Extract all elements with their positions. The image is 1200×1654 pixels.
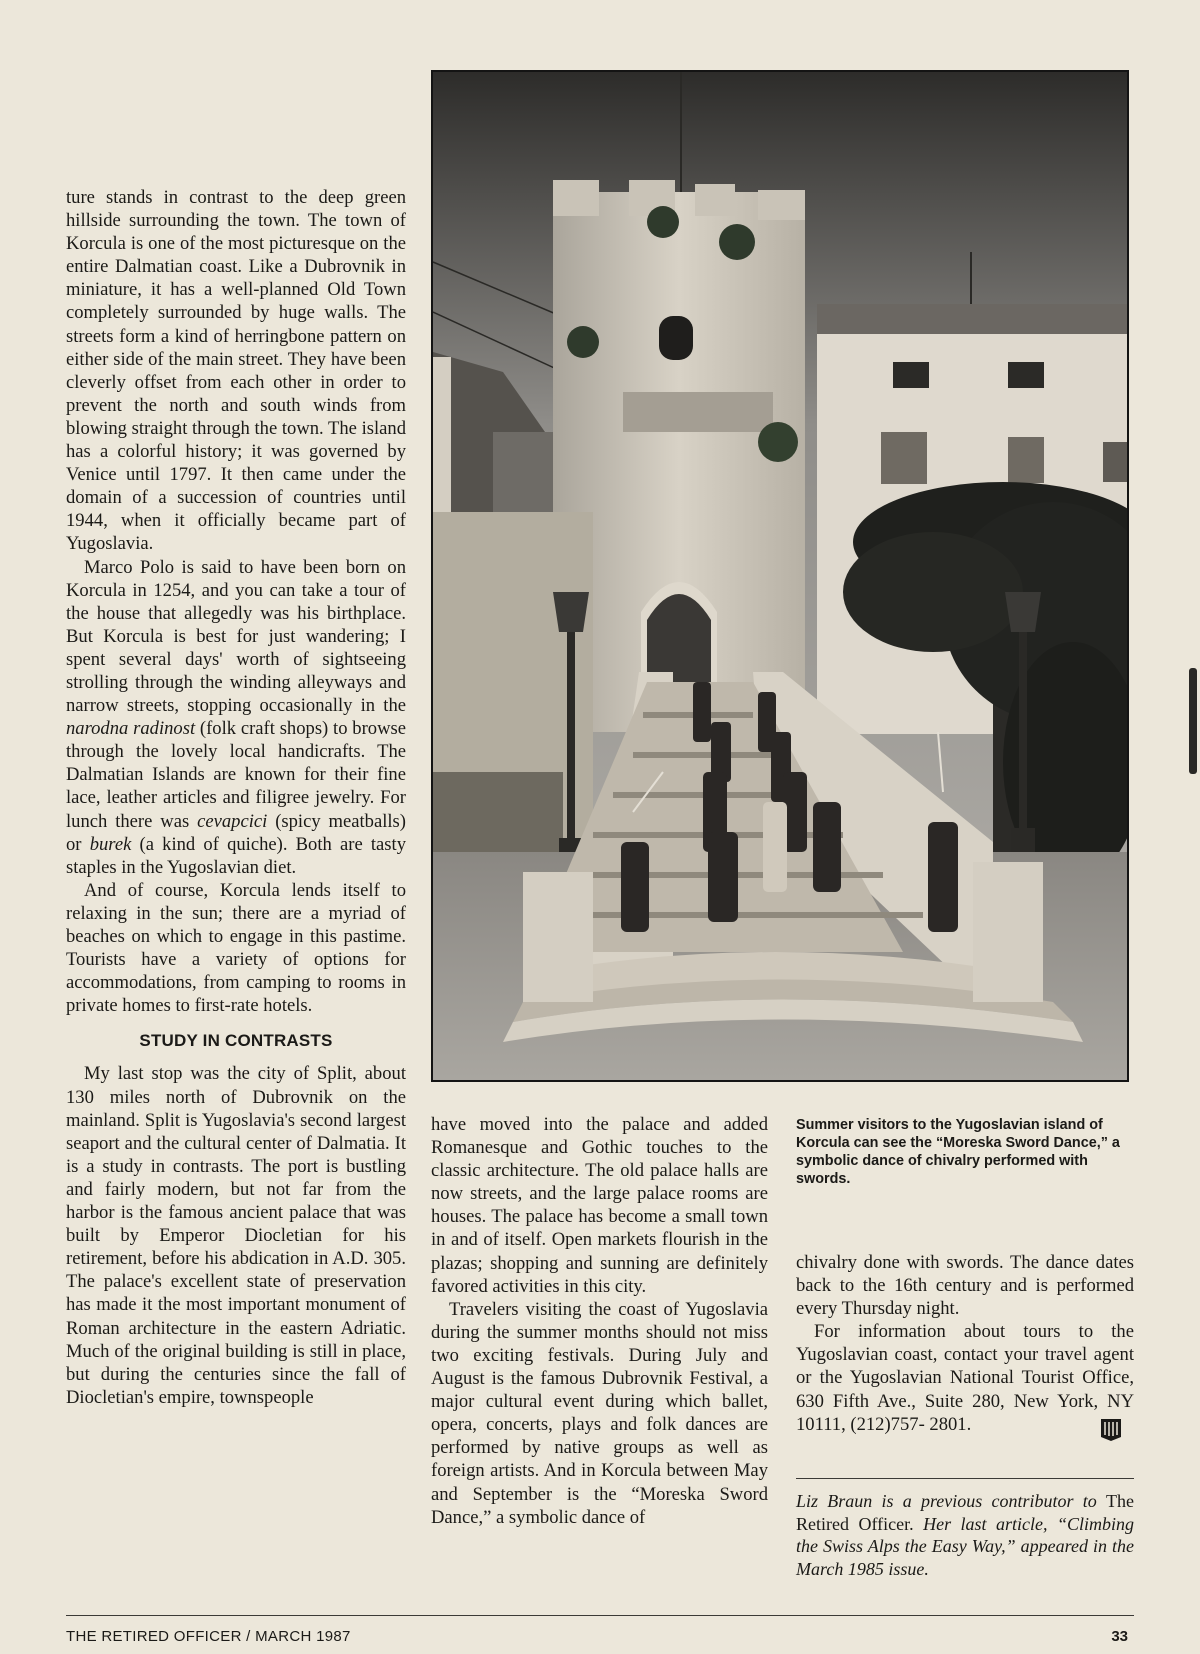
paragraph: have moved into the palace and added Romanesque and Gothic touches to the classic architecture. The old palace halls are now streets, and the large palace rooms are houses. The palace has become a small town in and of itself. Open markets flourish in the plazas; shopping and sunning are definitely favored activities in this city. [431, 1114, 768, 1297]
paragraph: And of course, Korcula lends itself to relaxing in the sun; there are a myriad of beaches on which to engage in this pastime. Tourists have a variety of options for accommodations, from camping to rooms in private homes to first-rate hotels. [66, 879, 406, 1017]
author-bio [796, 1490, 1134, 1580]
page-number: 33 [1111, 1628, 1128, 1645]
bio-text: Liz Braun is a previous contributor to [796, 1491, 1107, 1511]
italic-term: narodna radinost [66, 718, 196, 740]
text-run: (folk craft shops) to browse through the lovely local handicrafts. The Dalmatian Islands are known for their fine lace, leather articles and filigree jewelry. For lunch there was [66, 718, 407, 832]
photo-korcula-gate [431, 70, 1129, 1082]
binding-edge [1189, 668, 1197, 774]
paragraph: chivalry done with swords. The dance dates back to the 16th century and is performed every Thursday night. [796, 1252, 1134, 1320]
section-heading: STUDY IN CONTRASTS [139, 1031, 333, 1051]
photo-caption: Summer visitors to the Yugoslavian island of Korcula can see the “Moreska Sword Dance,” a symbolic dance of chivalry performed with swords. [796, 1117, 1120, 1187]
footer-publication: THE RETIRED OFFICER / MARCH 1987 [66, 1628, 351, 1645]
paragraph: Travelers visiting the coast of Yugoslavia during the summer months should not miss two exciting festivals. During July and August is the famous Dubrovnik Festival, a major cultural event during which ballet, opera, concerts, plays and folk dances are performed by native groups as well as foreign artists. And in Korcula between May and September is the “Moreska Sword Dance,” a symbolic dance of [431, 1298, 768, 1528]
magazine-end-mark-icon [1099, 1417, 1123, 1441]
paragraph [66, 556, 406, 879]
text-run: Marco Polo is said to have been born on Korcula in 1254, and you can take a tour of the house that allegedly was his birthplace. But Korcula is best for just wandering; I spent several days' worth of sightseeing strolling through the winding alleyways and narrow streets, stopping occasionally in the [66, 556, 406, 717]
bio-text: Her last article, “Climbing the Swiss Alps the Easy Way,” appeared in the March 1985 issue. [796, 1513, 1135, 1579]
paragraph: For information about tours to the Yugoslavian coast, contact your travel agent or the Yugoslavian National Tourist Office, 630 Fifth Ave., Suite 280, New York, NY 10111, (212)757- 2801. [796, 1321, 1134, 1435]
article-column-2 [431, 1113, 768, 1529]
bio-divider [796, 1478, 1134, 1479]
italic-term: cevapcici [197, 810, 268, 832]
photo-illustration [433, 72, 1127, 1080]
paragraph: ture stands in contrast to the deep green hillside surrounding the town. The town of Korcula is one of the most picturesque on the entire Dalmatian coast. Like a Dubrovnik in miniature, it has a well-planned Old Town completely surrounded by huge walls. The streets form a kind of herringbone pattern on either side of the main street. They have been cleverly offset from each other in order to prevent the north and south winds from blowing straight through the town. The island has a colorful history; it was governed by Venice until 1797. It then came under the domain of a succession of countries until 1944, when it officially became part of Yugoslavia. [66, 187, 406, 555]
paragraph: My last stop was the city of Split, about 130 miles north of Dubrovnik on the mainland. Split is Yugoslavia's second largest seaport and the cultural center of Dalmatia. It is a study in contrasts. The port is bustling and fairly modern, but not far from the harbor is the famous ancient palace that was built by Emperor Diocletian for his retirement, before his abdication in A.D. 305. The palace's excellent state of preservation has made it the most important monument of Roman architecture in the eastern Adriatic. Much of the original building is still in place, but during the centuries since the fall of Diocletian's empire, townspeople [66, 1063, 406, 1408]
text-run: (a kind of quiche). Both are tasty staples in the Yugoslavian diet. [66, 833, 406, 878]
italic-term: burek [89, 833, 132, 855]
article-column-3 [796, 1251, 1134, 1436]
footer-divider [66, 1615, 1134, 1616]
text-run: (spicy meatballs) or [66, 810, 406, 855]
publication-name: The Retired Officer. [796, 1491, 1134, 1534]
article-column-1 [66, 186, 406, 1409]
